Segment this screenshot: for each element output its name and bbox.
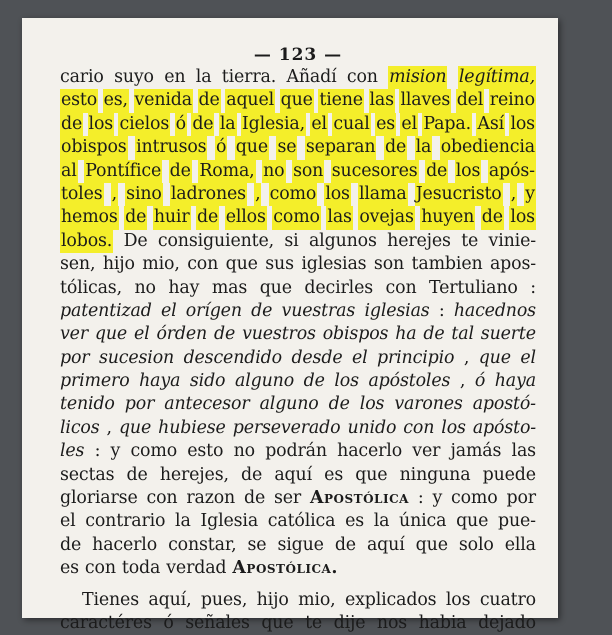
word: que: [478, 347, 511, 368]
word: ,: [463, 347, 470, 368]
word: sectas: [60, 464, 115, 485]
highlighted-word: venida: [134, 89, 193, 112]
word: principio: [377, 347, 455, 368]
word: con: [385, 277, 417, 298]
word: descendido: [183, 347, 282, 368]
word: ella: [504, 534, 536, 555]
highlighted-word: de: [198, 89, 221, 112]
word: ser: [274, 488, 302, 509]
highlighted-word: de: [196, 206, 219, 229]
word: de: [244, 488, 266, 509]
word: esto: [187, 441, 224, 462]
word: dejado: [478, 612, 536, 633]
word: decirles: [304, 277, 374, 298]
text-line: [60, 89, 536, 112]
word: de: [241, 464, 263, 485]
word: :: [530, 277, 536, 298]
word: se: [247, 534, 267, 555]
highlighted-word: cielos: [118, 113, 170, 136]
word: suyo: [114, 67, 154, 87]
word: el: [133, 324, 150, 345]
highlighted-word: los: [455, 160, 482, 183]
word: el: [60, 511, 76, 532]
highlighted-word: como: [272, 206, 321, 229]
word: hay: [168, 277, 200, 298]
word: los: [359, 394, 385, 415]
word: la: [373, 511, 390, 532]
highlighted-word: y: [524, 183, 536, 206]
document-page: [22, 18, 558, 633]
word: vinie-: [488, 230, 536, 251]
word: apos-: [489, 254, 536, 275]
highlighted-word: ,: [111, 183, 118, 206]
highlighted-word: es,: [103, 89, 129, 112]
word: que: [94, 324, 128, 345]
text-line: [60, 113, 536, 136]
word: y: [432, 488, 443, 509]
word: Apostólica: [310, 488, 409, 509]
highlighted-word: los: [509, 113, 536, 136]
highlighted-word: após-: [488, 160, 536, 183]
highlighted-word: Así: [476, 113, 505, 136]
word: aquí: [366, 534, 405, 555]
word: hubiese: [158, 417, 226, 438]
highlighted-word: Papa.: [422, 113, 472, 136]
highlighted-word: que: [235, 136, 269, 159]
highlighted-word: Iglesia,: [241, 113, 306, 136]
highlighted-word: es: [375, 113, 396, 136]
word: antecesor: [164, 394, 250, 415]
highlighted-word: cual: [332, 113, 370, 136]
word: el: [351, 347, 368, 368]
word: aquí: [274, 464, 312, 485]
word: habia: [418, 612, 467, 633]
highlighted-word: sino: [125, 183, 163, 206]
word: con: [346, 67, 378, 87]
highlighted-word: legítima,: [458, 66, 536, 89]
word: de: [251, 300, 273, 321]
text-line: [60, 612, 536, 635]
word: razon: [186, 488, 236, 509]
word: desde: [291, 347, 343, 368]
highlighted-word: intrusos: [135, 136, 207, 159]
word: cuatro: [479, 589, 536, 610]
word: los: [445, 589, 471, 610]
text-line: [60, 557, 536, 580]
word: ha: [395, 324, 417, 345]
word: que: [456, 511, 489, 532]
highlighted-word: los: [88, 113, 115, 136]
highlighted-word: ,: [254, 183, 261, 206]
word: ver: [412, 441, 441, 462]
word: son: [373, 254, 405, 275]
highlighted-word: los: [509, 206, 536, 229]
highlighted-word: Jesucristo: [415, 183, 503, 206]
highlighted-word: ladrones: [170, 183, 247, 206]
highlighted-word: hemos: [60, 206, 119, 229]
word: que: [355, 464, 388, 485]
highlighted-word: al: [60, 160, 78, 183]
word: única: [399, 511, 447, 532]
word: consiguiente,: [157, 230, 275, 251]
highlighted-word: el: [310, 113, 328, 136]
word: que: [225, 254, 258, 275]
highlighted-word: de: [191, 113, 214, 136]
text-line: [60, 160, 536, 183]
highlighted-word: que: [280, 89, 314, 112]
highlighted-word: el: [400, 113, 418, 136]
word: vuestros: [242, 324, 316, 345]
word: alguno: [234, 371, 295, 392]
word: sus: [265, 254, 294, 275]
word: que: [259, 277, 292, 298]
word: señales: [185, 612, 250, 633]
word: órden: [156, 324, 208, 345]
word: contrario: [85, 511, 166, 532]
word: iglesias: [364, 300, 430, 321]
word: iglesias: [301, 254, 367, 275]
word: Apostólica.: [232, 558, 338, 579]
highlighted-word: ovejas: [358, 206, 414, 229]
highlighted-word: llaves: [399, 89, 451, 112]
highlighted-word: obediencia: [440, 136, 536, 159]
highlighted-word: separan: [305, 136, 377, 159]
highlighted-word: las: [326, 206, 352, 229]
word: aquí,: [148, 589, 192, 610]
text-line: [60, 136, 536, 159]
highlighted-word: huir: [153, 206, 191, 229]
highlighted-word: de: [425, 160, 448, 183]
word: por: [60, 347, 90, 368]
text-line: [60, 393, 536, 416]
highlighted-word: toles: [60, 183, 104, 206]
word: Iglesia: [200, 511, 259, 532]
word: hacednos: [453, 300, 536, 321]
word: ó: [163, 612, 174, 633]
highlighted-word: esto: [60, 89, 98, 112]
word: alguno: [259, 394, 319, 415]
word: apostó-: [472, 394, 536, 415]
text-line: [60, 464, 536, 487]
highlighted-word: de: [124, 206, 147, 229]
word: mas: [211, 277, 248, 298]
highlighted-word: son: [292, 160, 324, 183]
highlighted-word: se: [276, 136, 297, 159]
word: con: [84, 558, 116, 579]
text-line: [60, 206, 536, 229]
word: no: [233, 441, 255, 462]
word: patentizad: [60, 300, 152, 321]
word: constar,: [168, 534, 237, 555]
word: tenido: [60, 394, 115, 415]
word: que: [415, 534, 448, 555]
word: la: [175, 511, 191, 532]
word: dije: [333, 612, 366, 633]
word: explicados: [344, 589, 437, 610]
word: el: [160, 300, 177, 321]
text-line: [60, 487, 536, 510]
highlighted-word: no: [262, 160, 285, 183]
word: con: [187, 254, 219, 275]
word: pues,: [200, 589, 248, 610]
highlighted-word: los: [324, 183, 351, 206]
word: los: [441, 417, 466, 438]
page-number: — 123 —: [253, 45, 343, 65]
word: herejes,: [159, 464, 229, 485]
highlighted-word: ellos: [225, 206, 267, 229]
word: por: [506, 488, 536, 509]
text-line: [60, 323, 536, 346]
word: sido: [189, 371, 226, 392]
word: la: [195, 67, 212, 87]
text-line: [60, 510, 536, 533]
text-line: [60, 230, 536, 253]
word: tierra.: [221, 67, 277, 87]
highlighted-word: la: [415, 136, 433, 159]
word: vuestras: [281, 300, 356, 321]
word: sigue: [277, 534, 324, 555]
highlighted-word: llama: [358, 183, 408, 206]
text-line: [60, 370, 536, 393]
word: sucesion: [98, 347, 175, 368]
word: orígen: [185, 300, 242, 321]
highlighted-word: ó: [215, 136, 227, 159]
word: les: [60, 441, 85, 462]
highlighted-word: ,: [510, 183, 517, 206]
word: de: [126, 464, 148, 485]
word: ,: [459, 371, 466, 392]
word: el: [520, 347, 536, 368]
word: tal: [451, 324, 474, 345]
word: unido: [347, 417, 397, 438]
word: que: [261, 612, 294, 633]
word: con: [146, 488, 178, 509]
highlighted-word: de: [384, 136, 407, 159]
highlighted-word: huyen: [420, 206, 475, 229]
word: hacerlo: [92, 534, 158, 555]
text-line: [60, 347, 536, 370]
word: varones: [394, 394, 463, 415]
text-line: [60, 277, 536, 300]
word: :: [417, 488, 424, 509]
word: mio,: [142, 254, 180, 275]
word: jamás: [450, 441, 502, 462]
word: haya: [139, 371, 181, 392]
word: tambien: [411, 254, 483, 275]
word: de: [214, 324, 236, 345]
word: apóstoles: [368, 371, 451, 392]
word: que: [118, 417, 152, 438]
word: gloriarse: [60, 488, 138, 509]
word: de: [423, 324, 445, 345]
word: podrán: [265, 441, 327, 462]
word: :: [438, 300, 445, 321]
word: solo: [458, 534, 494, 555]
word: De: [123, 230, 148, 251]
highlighted-word: aquel: [225, 89, 275, 112]
highlighted-word: de: [60, 113, 83, 136]
highlighted-word: Pontífice: [84, 160, 162, 183]
word: caractéres: [60, 612, 152, 633]
word: hacerlo: [337, 441, 403, 462]
word: mio,: [298, 589, 336, 610]
word: obispos: [322, 324, 389, 345]
word: ver: [60, 324, 88, 345]
word: ,: [106, 417, 112, 438]
text-line: [60, 300, 536, 323]
word: ninguna: [399, 464, 471, 485]
word: herejes: [387, 230, 451, 251]
word: hijo: [256, 589, 289, 610]
word: puede: [482, 464, 536, 485]
highlighted-word: la: [219, 113, 237, 136]
word: es: [60, 558, 79, 579]
text-line: [60, 66, 536, 89]
highlighted-word: tiene: [318, 89, 364, 112]
text-line: [60, 534, 536, 557]
word: católica: [267, 511, 336, 532]
word: de: [328, 394, 350, 415]
word: con: [403, 417, 435, 438]
word: :: [94, 441, 101, 462]
text-line: [60, 417, 536, 440]
word: si: [284, 230, 299, 251]
word: como: [451, 488, 498, 509]
text-lines: [60, 66, 536, 635]
word: como: [130, 441, 178, 462]
word: de: [303, 371, 325, 392]
highlighted-word: reino: [489, 89, 536, 112]
highlighted-word: lobos.: [60, 230, 113, 253]
word: suerte: [480, 324, 536, 345]
word: es: [324, 464, 344, 485]
word: pue-: [497, 511, 536, 532]
word: Añadí: [286, 67, 337, 87]
word: primero: [60, 371, 130, 392]
word: las: [511, 441, 536, 462]
word: y: [110, 441, 121, 462]
word: de: [60, 534, 82, 555]
highlighted-word: ó: [175, 113, 187, 136]
word: los: [334, 371, 359, 392]
highlighted-word: sucesores: [331, 160, 419, 183]
word: es: [345, 511, 364, 532]
word: nos: [376, 612, 408, 633]
text-line: [60, 183, 536, 206]
page-text: [60, 44, 536, 635]
text-line: [60, 253, 536, 276]
highlighted-word: mision: [388, 66, 447, 89]
word: cario: [60, 67, 104, 87]
word: Tertuliano: [429, 277, 518, 298]
word: sen,: [60, 254, 96, 275]
highlighted-word: del: [456, 89, 485, 112]
word: toda: [121, 558, 161, 579]
word: algunos: [308, 230, 377, 251]
word: perseverado: [232, 417, 341, 438]
word: licos: [60, 417, 100, 438]
word: no: [134, 277, 156, 298]
word: verdad: [166, 558, 227, 579]
word: te: [305, 612, 323, 633]
highlighted-word: Roma,: [198, 160, 255, 183]
highlighted-word: obispos: [60, 136, 128, 159]
word: te: [461, 230, 479, 251]
word: Tienes: [82, 589, 139, 610]
highlighted-word: como: [269, 183, 318, 206]
highlighted-word: de: [169, 160, 192, 183]
word: haya: [494, 371, 536, 392]
word: en: [164, 67, 186, 87]
word: de: [334, 534, 356, 555]
word: apósto-: [472, 417, 536, 438]
text-line: [60, 589, 536, 612]
text-line: [60, 440, 536, 463]
word: ó: [474, 371, 486, 392]
word: por: [124, 394, 155, 415]
highlighted-word: de: [481, 206, 504, 229]
word: tólicas,: [60, 277, 122, 298]
highlighted-word: las: [369, 89, 395, 112]
word: hijo: [102, 254, 135, 275]
